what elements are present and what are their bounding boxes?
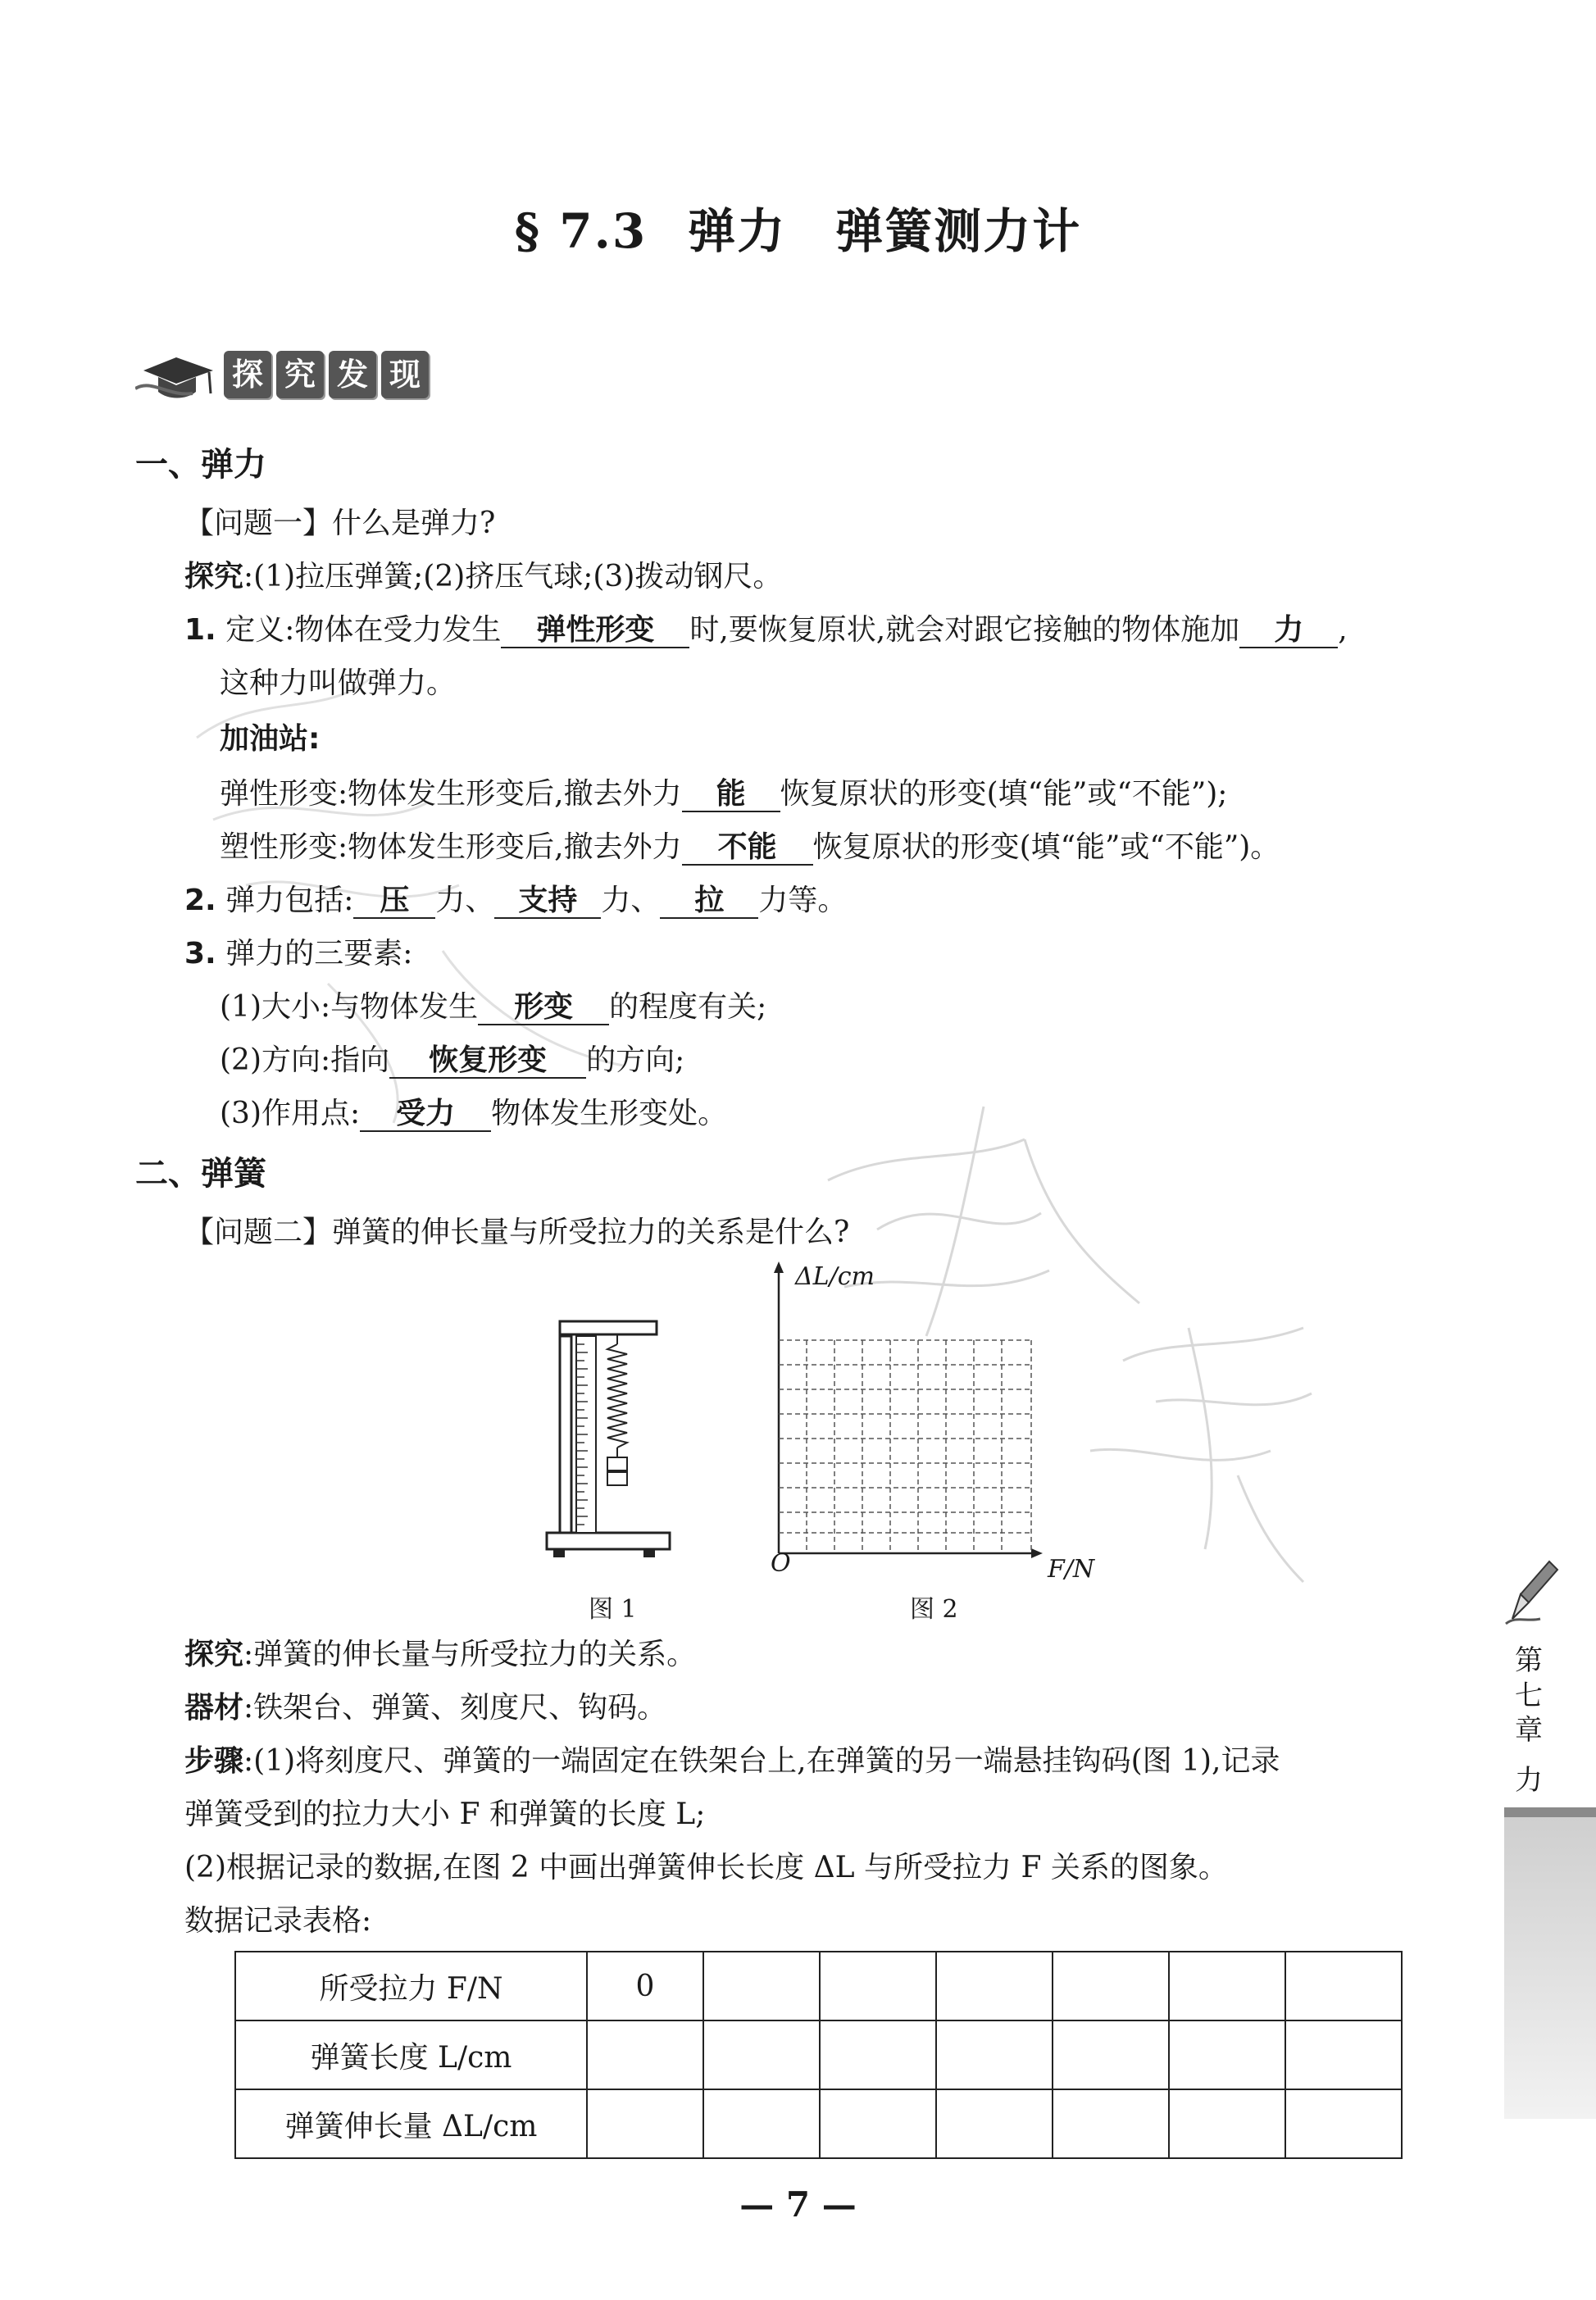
table-cell	[1169, 2089, 1285, 2158]
chapter-name: 力	[1515, 1763, 1543, 1797]
badge-char: 现	[381, 351, 429, 398]
definition-line2: 这种力叫做弹力。	[220, 666, 457, 700]
explore-text: :弹簧的伸长量与所受拉力的关系。	[243, 1638, 697, 1671]
table-cell	[820, 2089, 936, 2158]
graph-origin-label: O	[771, 1549, 791, 1578]
graph-x-label: F/N	[1048, 1555, 1095, 1584]
kinds-text: 弹力包括:	[225, 884, 354, 917]
def-text: 定义:物体在受力发生	[225, 613, 502, 647]
steps-text: :(1)将刻度尺、弹簧的一端固定在铁架台上,在弹簧的另一端悬挂钩码(图 1),记录	[243, 1744, 1280, 1778]
table-cell	[703, 2020, 820, 2089]
steps-line-2: 弹簧受到的拉力大小 F 和弹簧的长度 L;	[184, 1798, 706, 1831]
table-cell	[936, 2089, 1053, 2158]
section-badge	[135, 338, 429, 411]
kinds-text: 力、	[601, 884, 661, 917]
station-text: 塑性形变:物体发生形变后,撤去外力	[220, 830, 682, 864]
table-cell: 弹簧伸长量 ΔL/cm	[235, 2089, 587, 2158]
def-text: ,	[1338, 613, 1348, 647]
table-cell	[1053, 2020, 1169, 2089]
element-text: (2)方向:指向	[220, 1043, 390, 1077]
table-cell	[1169, 1952, 1285, 2020]
table-row	[235, 2020, 1402, 2089]
title-part2: 弹簧测力计	[835, 203, 1082, 259]
explore-label: 探究	[184, 1638, 244, 1671]
def-text: 时,要恢复原状,就会对跟它接触的物体施加	[689, 613, 1240, 647]
chapter-marker	[1504, 1643, 1553, 1798]
title-section-number: § 7.3	[514, 203, 648, 259]
table-cell	[587, 2020, 703, 2089]
table-cell	[936, 2020, 1053, 2089]
table-cell	[820, 2020, 936, 2089]
table-caption: 数据记录表格:	[184, 1904, 372, 1938]
table-cell	[703, 2089, 820, 2158]
element-text: (3)作用点:	[220, 1097, 361, 1130]
answer-blank: 力	[1239, 613, 1338, 648]
table-cell	[820, 1952, 936, 2020]
kinds-text: 力、	[435, 884, 495, 917]
explore-text: :(1)拉压弹簧;(2)挤压气球;(3)拨动钢尺。	[243, 560, 783, 593]
equipment-label: 器材	[184, 1691, 244, 1725]
steps-label: 步骤	[184, 1744, 244, 1778]
three-heading-text: 弹力的三要素:	[225, 937, 413, 970]
table-cell	[1285, 2089, 1402, 2158]
graph-y-label: ΔL/cm	[795, 1262, 875, 1291]
table-cell	[587, 2089, 703, 2158]
item-number: 3.	[184, 937, 216, 970]
heading-elastic-force: 一、弹力	[135, 446, 266, 484]
answer-blank: 弹性形变	[501, 613, 689, 648]
equipment-line	[184, 1684, 666, 1726]
question-two: 【问题二】弹簧的伸长量与所受拉力的关系是什么?	[184, 1216, 850, 1249]
pencil-icon	[1504, 1553, 1562, 1627]
table-cell	[1053, 1952, 1169, 2020]
element-text: 物体发生形变处。	[491, 1097, 728, 1130]
chapter-char: 七	[1515, 1679, 1543, 1712]
title-part1: 弹力	[688, 203, 787, 259]
table-row	[235, 2089, 1402, 2158]
station-label: 加油站:	[220, 722, 321, 756]
badge-char: 发	[329, 351, 376, 398]
kinds-text: 力等。	[758, 884, 848, 917]
item-number: 1.	[184, 613, 216, 647]
page-number: — 7 —	[739, 2184, 857, 2225]
kinds-line	[184, 877, 847, 919]
table-cell	[1285, 1952, 1402, 2020]
chapter-tab-bar	[1504, 1807, 1596, 2119]
figure-graph-grid	[762, 1258, 1107, 1586]
explore-label: 探究	[184, 560, 244, 593]
three-elements-heading	[184, 930, 412, 972]
answer-blank: 能	[682, 777, 780, 812]
table-cell: 所受拉力 F/N	[235, 1952, 587, 2020]
chapter-char: 章	[1515, 1714, 1543, 1747]
figure-spring-apparatus	[537, 1311, 684, 1582]
element-direction	[220, 1037, 684, 1079]
data-record-table	[234, 1951, 1403, 2159]
answer-blank: 支持	[494, 884, 601, 919]
answer-blank: 受力	[360, 1097, 491, 1132]
table-cell	[936, 1952, 1053, 2020]
element-size	[220, 984, 766, 1025]
figure1-caption: 图 1	[589, 1595, 637, 1624]
badge-char: 究	[276, 351, 324, 398]
station-text: 恢复原状的形变(填“能”或“不能”)。	[812, 830, 1280, 864]
station-text: 弹性形变:物体发生形变后,撤去外力	[220, 777, 682, 811]
table-row	[235, 1952, 1402, 2020]
badge-char: 探	[224, 351, 271, 398]
table-cell	[703, 1952, 820, 2020]
element-point	[220, 1090, 727, 1132]
element-text: (1)大小:与物体发生	[220, 990, 479, 1024]
item-number: 2.	[184, 884, 216, 917]
chapter-char: 第	[1515, 1644, 1543, 1677]
figure2-caption: 图 2	[910, 1595, 958, 1624]
element-text: 的程度有关;	[609, 990, 767, 1024]
explore-line	[184, 553, 782, 595]
table-cell	[1169, 2020, 1285, 2089]
definition-line	[184, 607, 1348, 648]
heading-spring: 二、弹簧	[135, 1155, 266, 1193]
table-cell	[1285, 2020, 1402, 2089]
graduation-cap-icon	[135, 346, 217, 403]
explore-line-2	[184, 1631, 696, 1673]
answer-blank: 压	[353, 884, 435, 919]
question-one: 【问题一】什么是弹力?	[184, 507, 496, 540]
elastic-deformation	[220, 770, 1227, 812]
table-cell: 0	[587, 1952, 703, 2020]
table-cell: 弹簧长度 L/cm	[235, 2020, 587, 2089]
answer-blank: 不能	[682, 830, 813, 866]
steps-line-3: (2)根据记录的数据,在图 2 中画出弹簧伸长长度 ΔL 与所受拉力 F 关系的图象。	[184, 1851, 1228, 1884]
answer-blank: 形变	[478, 990, 609, 1025]
table-cell	[1053, 2089, 1169, 2158]
equipment-text: :铁架台、弹簧、刻度尺、钩码。	[243, 1691, 667, 1725]
element-text: 的方向;	[586, 1043, 685, 1077]
plastic-deformation	[220, 824, 1280, 866]
answer-blank: 拉	[660, 884, 758, 919]
answer-blank: 恢复形变	[389, 1043, 586, 1079]
station-text: 恢复原状的形变(填“能”或“不能”);	[780, 777, 1228, 811]
steps-line	[184, 1738, 1280, 1780]
page-title	[0, 193, 1596, 261]
